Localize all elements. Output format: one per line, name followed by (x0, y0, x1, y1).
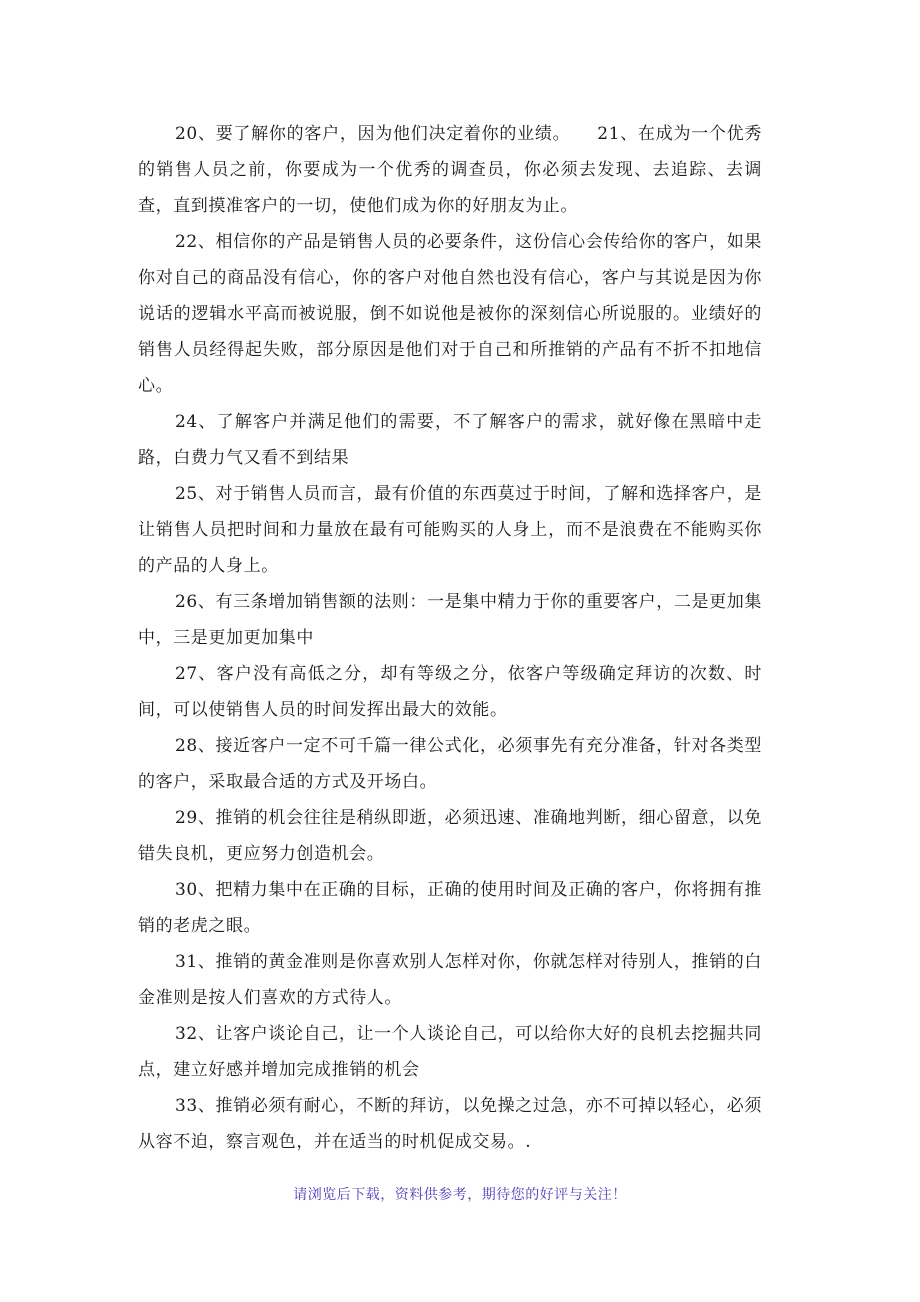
paragraph-25: 25、对于销售人员而言，最有价值的东西莫过于时间，了解和选择客户，是让销售人员把时间和力量放在最有可能购买的人身上，而不是浪费在不能购买你的产品的人身上。 (138, 484, 762, 576)
paragraph-29: 29、推销的机会往往是稍纵即逝，必须迅速、准确地判断，细心留意，以免错失良机，更应努力创造机会。 (138, 808, 762, 864)
paragraph-33: 33、推销必须有耐心，不断的拜访，以免操之过急，亦不可掉以轻心，必须从容不迫，察言观色，并在适当的时机促成交易。. (138, 1096, 762, 1152)
paragraph-26: 26、有三条增加销售额的法则：一是集中精力于你的重要客户，二是更加集中，三是更加更加集中 (138, 592, 762, 648)
paragraph-22: 22、相信你的产品是销售人员的必要条件，这份信心会传给你的客户，如果你对自己的商品没有信心，你的客户对他自然也没有信心，客户与其说是因为你说话的逻辑水平高而被说服，倒不如说他是被你的深刻信心所说服的。业绩好的销售人员经得起失败，部分原因是他们对于自己和所推销的产品有不折不扣地信心。 (138, 232, 762, 396)
page-footer-note: 请浏览后下载，资料供参考，期待您的好评与关注！ (293, 1187, 627, 1203)
paragraph-28: 28、接近客户一定不可千篇一律公式化，必须事先有充分准备，针对各类型的客户，采取最合适的方式及开场白。 (138, 736, 762, 792)
document-body (138, 116, 762, 1160)
paragraph-32: 32、让客户谈论自己，让一个人谈论自己，可以给你大好的良机去挖掘共同点，建立好感并增加完成推销的机会 (138, 1024, 762, 1080)
paragraph-31: 31、推销的黄金准则是你喜欢别人怎样对你，你就怎样对待别人，推销的白金准则是按人们喜欢的方式待人。 (138, 952, 762, 1008)
paragraph-20-21: 20、要了解你的客户，因为他们决定着你的业绩。 21、在成为一个优秀的销售人员之前，你要成为一个优秀的调查员，你必须去发现、去追踪、去调查，直到摸准客户的一切，使他们成为你的好朋友为止。 (138, 124, 762, 216)
paragraph-27: 27、客户没有高低之分，却有等级之分，依客户等级确定拜访的次数、时间，可以使销售人员的时间发挥出最大的效能。 (138, 664, 762, 720)
paragraph-24: 24、了解客户并满足他们的需要，不了解客户的需求，就好像在黑暗中走路，白费力气又看不到结果 (138, 412, 762, 468)
paragraph-30: 30、把精力集中在正确的目标，正确的使用时间及正确的客户，你将拥有推销的老虎之眼。 (138, 880, 762, 936)
